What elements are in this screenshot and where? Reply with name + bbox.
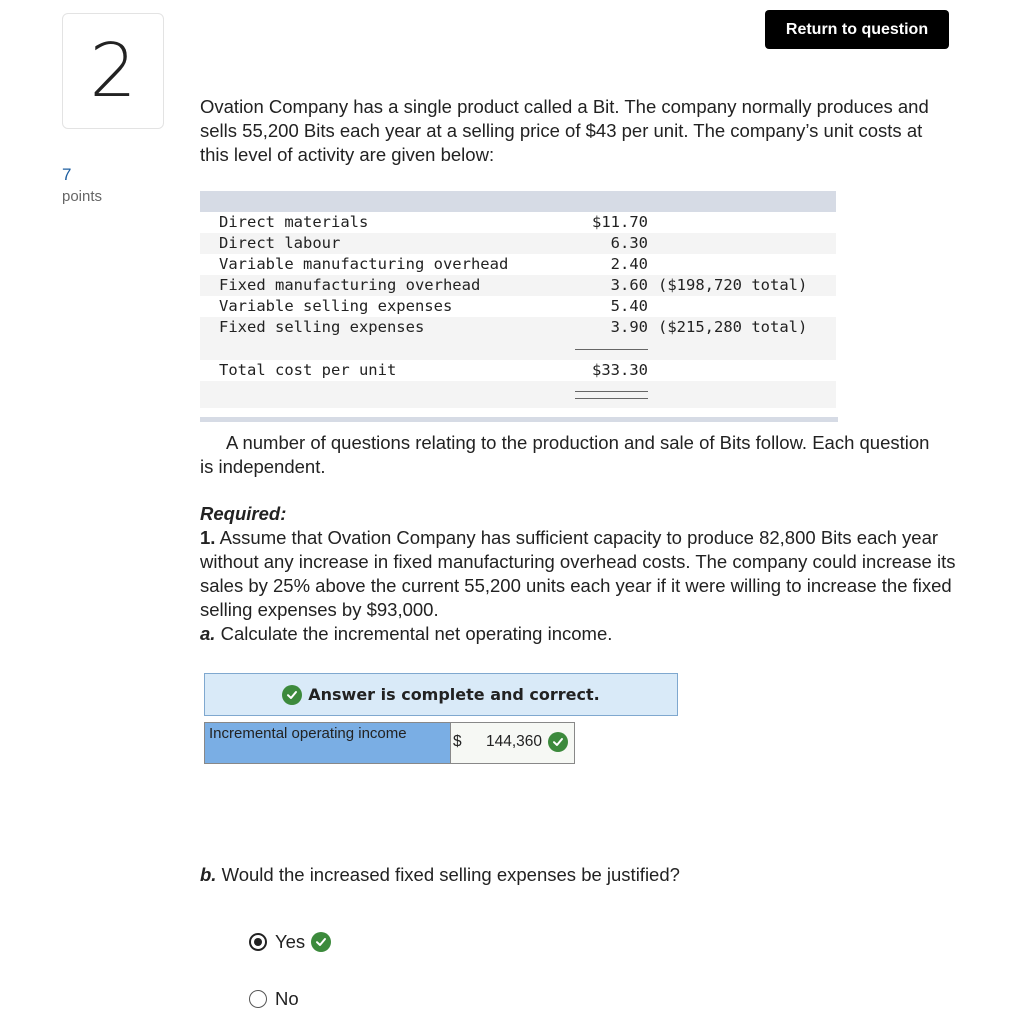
check-circle-icon [311,932,331,952]
cost-label: Fixed selling expenses [219,318,425,336]
part-b-question [200,863,680,887]
radio-no[interactable] [249,990,267,1008]
cost-amount: 5.40 [610,297,648,315]
double-rule-bottom [575,398,648,399]
table-row [200,296,836,317]
required-section: Required: 1. Assume that Ovation Company has sufficient capacity to produce 82,800 Bits each year without any increase in fixed manufacturing overhead costs. The company could increase its sales by 25% above the current 55,200 units each year if it were willing to increase the fixed selling expenses by $93,000. a. Calculate the incremental net operating income. [200,503,956,644]
item1-text: Assume that Ovation Company has sufficient capacity to produce 82,800 Bits each year without any increase in fixed manufacturing overhead costs. The company could increase its sales by 25% above the current 55,200 units each year if it were willing to increase the fixed selling expenses by $93,000. [200,527,956,620]
part-b-letter: b. [200,864,217,885]
cost-label: Fixed manufacturing overhead [219,276,481,294]
points-value: 7 [62,165,72,184]
cost-amount: $11.70 [592,213,648,231]
instructions-paragraph: A number of questions relating to the production and sale of Bits follow. Each question is independent. [200,432,930,477]
cost-label: Variable manufacturing overhead [219,255,509,273]
cost-note: ($198,720 total) [658,276,808,294]
incremental-income-value: 144,360 [485,733,542,750]
total-amount: $33.30 [592,361,648,379]
item-number: 1. [200,527,216,548]
table-row [200,317,836,360]
radio-yes[interactable] [249,933,267,951]
subtotal-rule [575,349,648,350]
cost-amount: 3.60 [610,276,648,294]
unit-cost-table [200,191,836,408]
question-number: 2 [89,28,137,114]
cost-label: Variable selling expenses [219,297,453,315]
part-a-letter: a. [200,623,216,644]
intro-paragraph: Ovation Company has a single product called a Bit. The company normally produces and sells 55,200 Bits each year at a selling price of $43 per unit. The company’s unit costs at this level of activity are given below: [200,96,929,165]
total-row [200,360,836,381]
cost-label: Direct materials [219,213,369,231]
currency-symbol: $ [453,733,462,750]
incremental-income-field[interactable] [451,723,574,763]
cost-amount: 6.30 [610,234,648,252]
option-yes-label: Yes [275,931,306,952]
table-header-bar [200,191,836,212]
total-label: Total cost per unit [219,361,397,379]
answer-status-text: Answer is complete and correct. [308,685,600,704]
question-number-box [62,13,164,129]
option-no[interactable] [249,988,299,1010]
cost-amount: 2.40 [610,255,648,273]
option-no-label: No [275,988,299,1009]
required-heading: Required [200,503,281,524]
part-a-text: Calculate the incremental net operating income. [220,623,613,644]
double-rule-top [575,391,648,392]
table-row [200,233,836,254]
table-row [200,275,836,296]
check-circle-icon [282,685,302,705]
answer-status-banner [204,673,678,716]
part-b-text: Would the increased fixed selling expenses be justified? [221,864,680,885]
incremental-income-label: Incremental operating income [205,723,451,763]
check-circle-icon [548,732,568,752]
table-row [200,212,836,233]
table-row [200,254,836,275]
points-label: points [62,188,103,205]
option-yes[interactable] [249,931,331,953]
table-footer-bar [200,417,838,422]
cost-note: ($215,280 total) [658,318,808,336]
return-to-question-button[interactable]: Return to question [765,10,949,49]
cost-label: Direct labour [219,234,341,252]
table-row-spacer [200,381,836,408]
cost-amount: 3.90 [610,318,648,336]
answer-table [204,722,575,764]
